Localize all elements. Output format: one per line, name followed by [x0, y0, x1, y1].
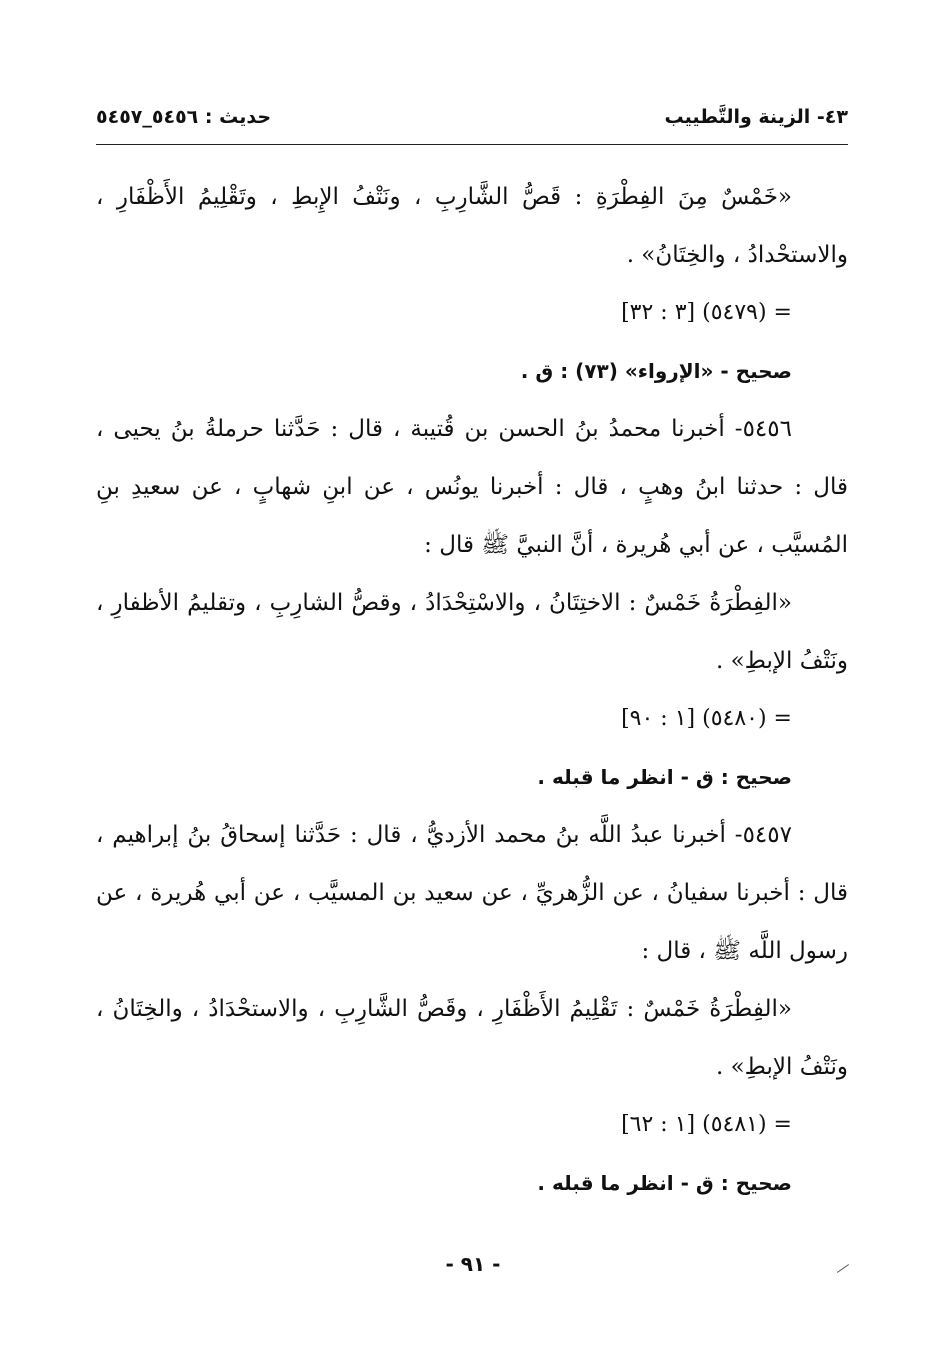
hadith-text: «الفِطْرَةُ خَمْسٌ : الاختِتَانُ ، والاسْتِحْدَادُ ، وقصُّ الشارِبِ ، وتقليمُ الأظفارِ ، ونَتْفُ الإبطِ» . — [96, 590, 848, 674]
hadith-text: «خَمْسٌ مِنَ الفِطْرَةِ : قَصُّ الشَّارِبِ ، ونَتْفُ الإِبطِ ، وتَقْلِيمُ الأَظْفَارِ ، والاستحْدادُ ، والخِتَانُ» . — [96, 184, 848, 268]
cross-reference: = (٥٤٨٠) [١ : ٩٠] — [621, 706, 792, 731]
hadith-isnad: ٥٤٥٧- أخبرنا عبدُ اللَّه بنُ محمد الأزديُّ ، قال : حَدَّثنا إسحاقُ بنُ إبراهيم ، قال : أخبرنا سفيانُ ، عن الزُّهريِّ ، عن سعيد بن المسيَّب ، عن أبي هُريرة ، عن رسول اللَّه ﷺ ، قال : — [96, 822, 848, 964]
grading-note: صحيح : ق - انظر ما قبله . — [537, 1171, 792, 1195]
header-divider — [96, 144, 848, 145]
hadith-text: «الفِطْرَةُ خَمْسٌ : تَقْلِيمُ الأَظْفَارِ ، وقَصُّ الشَّارِبِ ، والاستحْدَادُ ، والخِتَانُ ، ونَتْفُ الإبطِ» . — [96, 996, 848, 1080]
grading-note: صحيح : ق - انظر ما قبله . — [537, 765, 792, 789]
page-body — [96, 168, 848, 1212]
cross-reference: = (٥٤٧٩) [٣ : ٣٢] — [621, 300, 792, 325]
cross-reference: = (٥٤٨١) [١ : ٦٢] — [621, 1112, 792, 1137]
hadith-isnad: ٥٤٥٦- أخبرنا محمدُ بنُ الحسن بن قُتيبة ، قال : حَدَّثنا حرملةُ بنُ يحيى ، قال : حدثنا ابنُ وهبٍ ، قال : أخبرنا يونُس ، عن ابنِ شهابٍ ، عن سعيدِ بنِ المُسيَّب ، عن أبي هُريرة ، أنَّ النبيَّ ﷺ قال : — [96, 416, 848, 558]
chapter-title: ٤٣- الزينة والتَّطييب — [664, 106, 848, 128]
hadith-range: حديث : ٥٤٥٦_٥٤٥٧ — [96, 106, 272, 128]
page-number: - ٩١ - — [445, 1252, 501, 1276]
grading-note: صحيح - «الإرواء» (٧٣) : ق . — [520, 359, 792, 383]
running-header — [96, 104, 848, 140]
